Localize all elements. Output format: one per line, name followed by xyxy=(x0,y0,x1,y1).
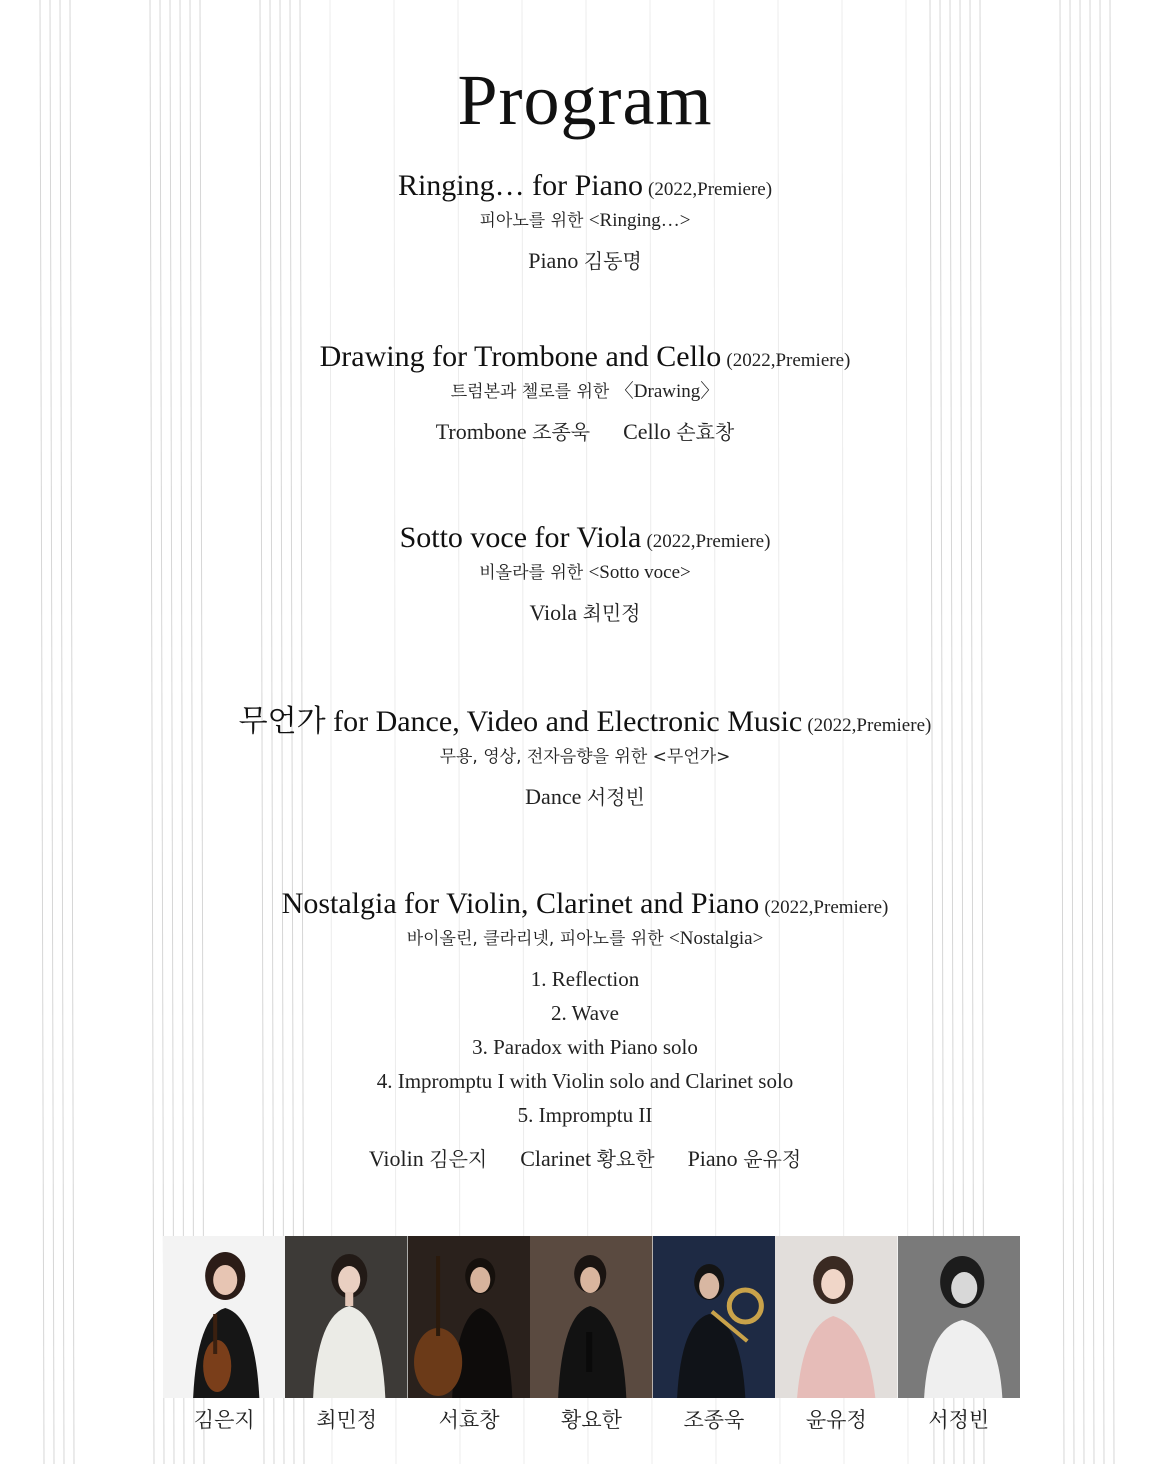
korean-title-suffix: <Ringing…> xyxy=(588,210,691,231)
piece-korean-title xyxy=(0,208,1170,234)
program-piece-1 xyxy=(0,168,1170,276)
performer-role: Piano xyxy=(528,248,579,273)
performers xyxy=(0,598,1170,628)
piece-premiere: (2022,Premiere) xyxy=(726,350,851,371)
performers xyxy=(0,1144,1170,1174)
performer-role: Viola xyxy=(529,600,578,625)
movement-item: 2. Wave xyxy=(551,1001,619,1025)
artist-photo-strip xyxy=(163,1236,1020,1398)
korean-title-suffix: <무언가> xyxy=(652,747,731,767)
program-piece-2 xyxy=(0,339,1170,447)
artist-name: 황요한 xyxy=(561,1408,622,1432)
piece-premiere: (2022,Premiere) xyxy=(807,715,932,736)
artist-name: 김은지 xyxy=(193,1408,255,1432)
piece-title-line xyxy=(0,886,1170,922)
piece-title: Sotto voce for Viola xyxy=(399,521,642,554)
artist-photo xyxy=(898,1236,1020,1398)
korean-title-prefix: 무용, 영상, 전자음향을 위한 xyxy=(439,747,648,767)
korean-title-suffix: 〈Drawing〉 xyxy=(614,381,720,402)
performer-name: 김동명 xyxy=(583,249,642,273)
piece-title: Ringing… for Piano xyxy=(397,169,643,202)
korean-title-suffix: <Sotto voce> xyxy=(588,562,691,583)
performer-role: Piano xyxy=(687,1146,738,1171)
artist-name: 최민정 xyxy=(316,1408,378,1432)
korean-title-suffix: <Nostalgia> xyxy=(669,928,764,949)
artist-name: 서정빈 xyxy=(928,1408,990,1432)
piece-korean-title xyxy=(0,379,1170,405)
artist-name: 조종욱 xyxy=(683,1408,745,1432)
performer-role: Violin xyxy=(368,1146,424,1171)
artist-name: 윤유정 xyxy=(805,1408,867,1432)
movement-item: 5. Impromptu II xyxy=(517,1103,653,1127)
performer-role: Clarinet xyxy=(520,1146,592,1171)
artist-photo xyxy=(408,1236,530,1398)
piece-title-line xyxy=(0,339,1170,375)
performer-name: 조종욱 xyxy=(532,420,591,444)
piece-title: 무언가 for Dance, Video and Electronic Music xyxy=(238,705,803,738)
movement-item: 4. Impromptu I with Violin solo and Clarinet solo xyxy=(376,1069,794,1093)
artist-photo xyxy=(530,1236,652,1398)
program-piece-5 xyxy=(0,886,1170,1174)
korean-title-prefix: 바이올린, 클라리넷, 피아노를 위한 xyxy=(406,929,664,949)
piece-premiere: (2022,Premiere) xyxy=(648,179,773,200)
korean-title-prefix: 비올라를 위한 xyxy=(479,563,584,583)
program-piece-3 xyxy=(0,520,1170,628)
performer-name: 윤유정 xyxy=(743,1147,802,1171)
program-piece-4 xyxy=(0,704,1170,812)
piece-premiere: (2022,Premiere) xyxy=(646,531,771,552)
artist-photo xyxy=(653,1236,775,1398)
performer-name: 최민정 xyxy=(582,601,641,625)
piece-title-line xyxy=(0,168,1170,204)
movement-item: 3. Paradox with Piano solo xyxy=(472,1035,698,1059)
korean-title-prefix: 트럼본과 첼로를 위한 xyxy=(450,382,610,402)
korean-title-prefix: 피아노를 위한 xyxy=(479,211,584,231)
piece-premiere: (2022,Premiere) xyxy=(764,897,889,918)
piece-korean-title xyxy=(0,560,1170,586)
movement-item: 1. Reflection xyxy=(530,967,640,991)
piece-title-line xyxy=(0,520,1170,556)
performer-name: 서정빈 xyxy=(586,785,645,809)
piece-title: Nostalgia for Violin, Clarinet and Piano xyxy=(281,887,760,920)
performer-role: Trombone xyxy=(435,419,527,444)
movement-list xyxy=(0,962,1170,1132)
piece-korean-title xyxy=(0,744,1170,770)
performer-name: 손효창 xyxy=(676,420,735,444)
artist-photo xyxy=(775,1236,897,1398)
piece-title: Drawing for Trombone and Cello xyxy=(319,340,722,373)
artist-photo xyxy=(163,1236,285,1398)
artist-name: 서효창 xyxy=(438,1408,500,1432)
page-title: Program xyxy=(457,60,713,140)
performer-name: 황요한 xyxy=(596,1147,655,1171)
performers xyxy=(0,246,1170,276)
piece-korean-title xyxy=(0,926,1170,952)
performer-role: Cello xyxy=(623,419,671,444)
piece-title-line xyxy=(0,704,1170,740)
artist-name-row xyxy=(163,1400,1020,1440)
performers xyxy=(0,782,1170,812)
performers xyxy=(0,417,1170,447)
performer-role: Dance xyxy=(525,784,582,809)
performer-name: 김은지 xyxy=(429,1147,488,1171)
artist-photo xyxy=(285,1236,407,1398)
